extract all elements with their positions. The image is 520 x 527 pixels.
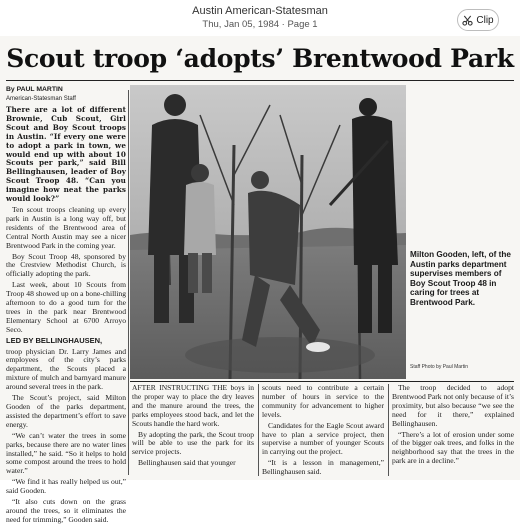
- viewer-toolbar: [0, 0, 520, 36]
- article-column-2: [132, 384, 254, 470]
- section-lead: LED BY BELLINGHAUSEN,: [6, 335, 103, 345]
- column-divider: [388, 384, 389, 476]
- clip-label: Clip: [476, 14, 494, 26]
- article-paragraph: troop physician Dr. Larry James and employees of the city’s parks department, the Scouts placed a mixture of mulch and barnyard manure around several trees in the park.: [6, 346, 126, 392]
- article-paragraph: Bellinghausen said that younger: [138, 458, 236, 468]
- article-column-3: [262, 384, 384, 479]
- article-paragraph: “We can’t water the trees in some parks, because there are no water lines installed,” he said. “So it helps to hold some compost around the trees to hold water.”: [6, 430, 126, 476]
- article-paragraph: scouts need to contribute a certain number of hours in service to the community for advancement to higher levels.: [262, 383, 384, 419]
- article-paragraph: Ten scout troops cleaning up every park in Austin is a long way off, but residents of the Brentwood area of Central North Austin may see a nicer Brentwood Park in the coming year.: [6, 204, 126, 250]
- article-paragraph: AFTER INSTRUCTING THE boys in the proper way to place the dry leaves and the manure around the trees, the parks employees stood back, and let the Scouts handle the hard work.: [132, 383, 254, 428]
- article-headline: Scout troop ‘adopts’ Brentwood Park: [6, 44, 514, 73]
- clip-button[interactable]: [457, 9, 499, 31]
- article-paragraph: “It is a lesson in management,” Bellinghausen said.: [262, 458, 384, 477]
- article-paragraph: Last week, about 10 Scouts from Troop 48 showed up on a bone-chilling afternoon to do a good turn for the trees in the park near Brentwood Elementary School at 6700 Arroyo Seco.: [6, 280, 126, 334]
- article-paragraph: “We find it has really helped us out,” said Gooden.: [6, 477, 126, 496]
- article-paragraph: “There’s a lot of erosion under some of the bigger oak trees, and folks in the neighborhood say that the trees in the park are in a decline.”: [392, 429, 514, 466]
- headline-rule: [6, 80, 514, 81]
- photo-credit: Staff Photo by Paul Martin: [410, 364, 468, 370]
- article-paragraph: The troop decided to adopt Brentwood Park not only because of it’s proximity, but also because “we see the need for it there,” explained Bellinghausen.: [392, 383, 514, 428]
- photo-caption: Milton Gooden, left, of the Austin parks department supervises members of Boy Scout Troop 48 in caring for trees at Brentwood Park.: [410, 250, 511, 307]
- column-divider: [128, 90, 129, 475]
- article-paragraph: The Scout’s project, said Milton Gooden of the parks department, assisted the department’s effort to save energy.: [6, 393, 126, 429]
- article-paragraph: By adopting the park, the Scout troop will be able to use the park for its service projects.: [132, 429, 254, 457]
- issue-date-page: Thu, Jan 05, 1984 · Page 1: [202, 19, 318, 30]
- photo-bottom-rule: [130, 381, 514, 382]
- article-paragraph: Candidates for the Eagle Scout award have to plan a service project, then supervise a number of younger Scouts in carrying out the project.: [262, 420, 384, 457]
- article-paragraph: “It also cuts down on the grass around the trees, so it eliminates the need for trimming,” Gooden said.: [6, 497, 126, 524]
- byline: By PAUL MARTIN: [6, 86, 63, 93]
- news-photo: [130, 85, 406, 379]
- article-column-4: [392, 384, 514, 468]
- column-divider: [258, 384, 259, 476]
- publication-name: Austin American-Statesman: [192, 5, 328, 17]
- article-paragraph: Boy Scout Troop 48, sponsored by the Crestview Methodist Church, is officially adopting the park.: [6, 251, 126, 279]
- scissors-icon: [462, 15, 473, 26]
- byline-staff: American-Statesman Staff: [6, 96, 76, 102]
- article-column-1: [6, 106, 126, 527]
- article-paragraph: There are a lot of different Brownie, Cub Scout, Girl Scout and Boy Scout troops in Austin. “If every one were to adopt a park in town, we would end up with about 10 Scouts per park,” said Bill Bellinghausen, leader of Boy Scout Troop 48. “Can you imagine how neat the parks would look?”: [6, 105, 126, 204]
